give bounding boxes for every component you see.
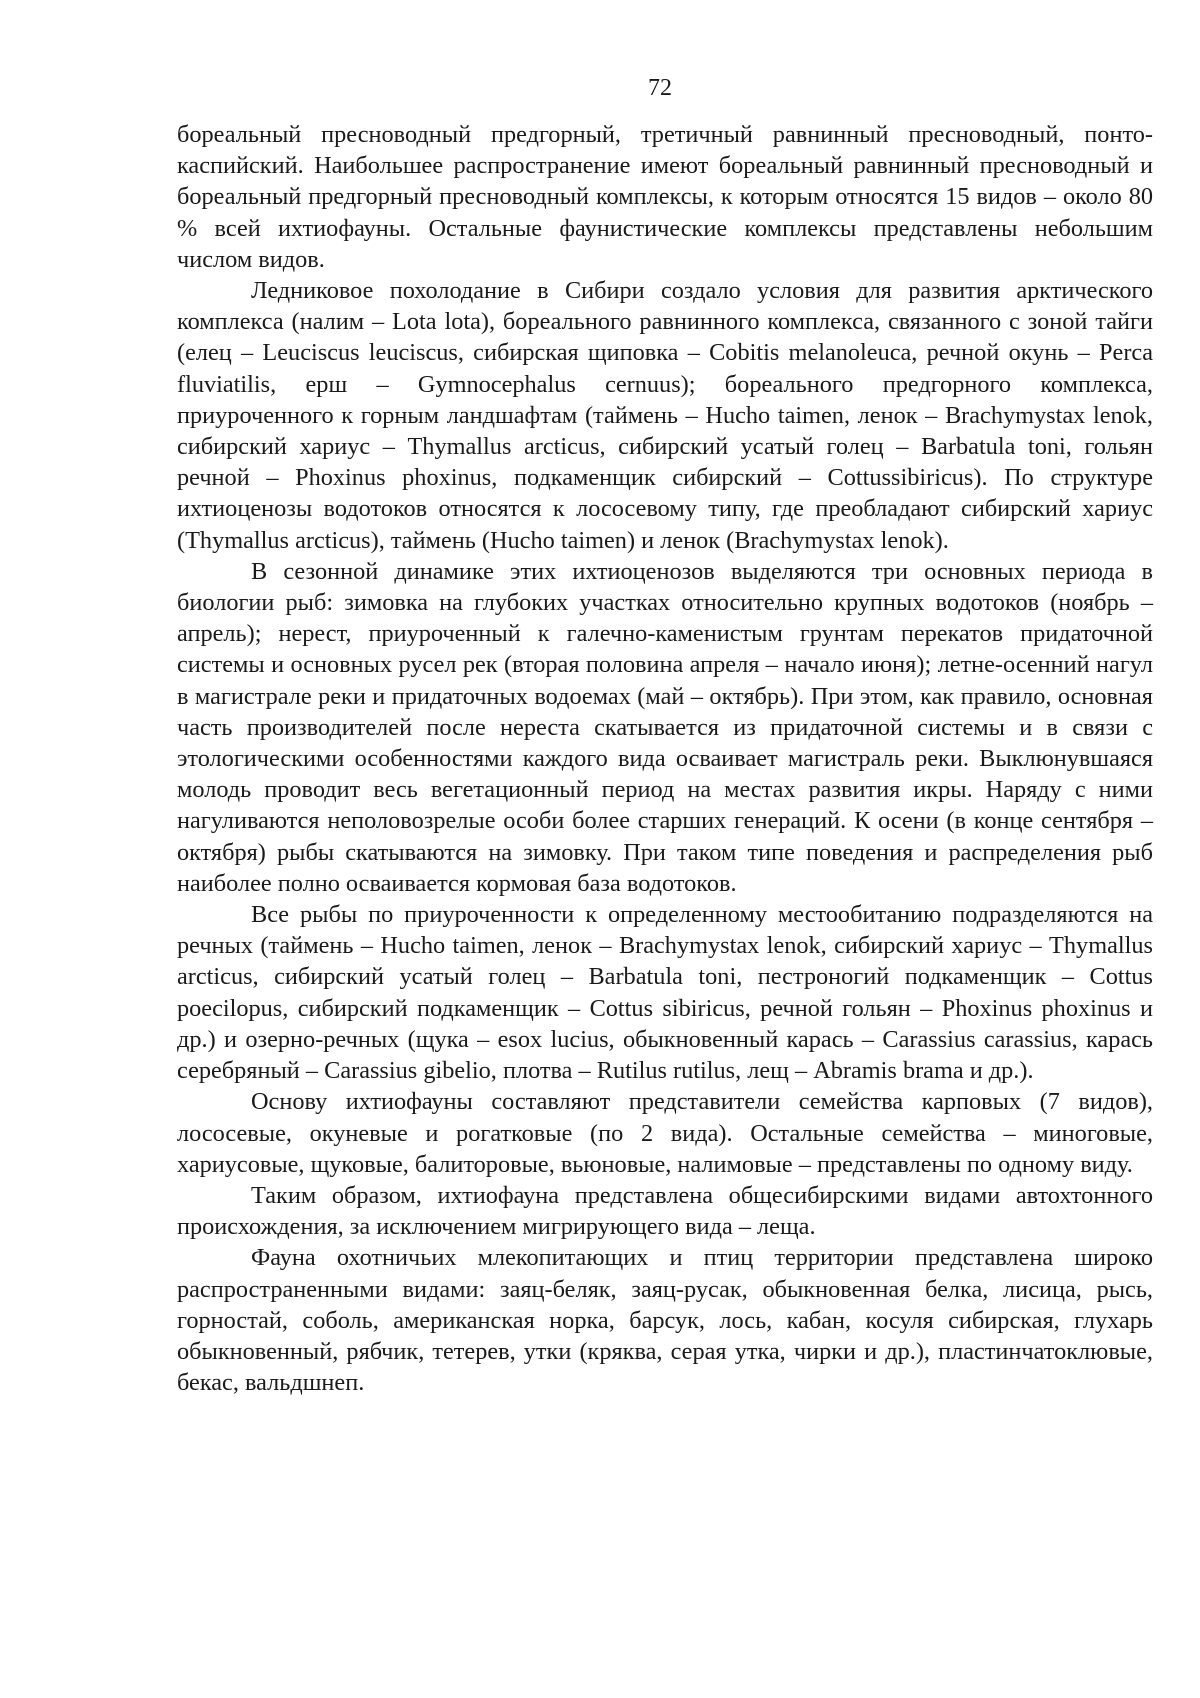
paragraph-6: Таким образом, ихтиофауна представлена общесибирскими видами автохтонного происхождения, за исключением мигрирующего вида – леща. xyxy=(177,1181,1153,1241)
page-number: 72 xyxy=(648,75,672,101)
document-body xyxy=(177,119,1153,1398)
paragraph-4: Все рыбы по приуроченности к определенному местообитанию подразделяются на речных (таймень – Hucho taimen, ленок – Brachymystax lenok, сибирский хариус – Thymallus arcticus, сибирский усатый голец – Barbatula toni, пестроногий подкаменщик – Cottus poecilopus, сибирский подкаменщик – Cottus sibiricus, речной гольян – Phoxinus phoxinus и др.) и озерно-речных (щука – esox lucius, обыкновенный карась – Carassius carassius, карась серебряный – Carassius gibelio, плотва – Rutilus rutilus, лещ – Abramis brama и др.). xyxy=(177,901,1153,1085)
paragraph-7: Фауна охотничьих млекопитающих и птиц территории представлена широко распространенными видами: заяц-беляк, заяц-русак, обыкновенная белка, лисица, рысь, горностай, соболь, американская норка, барсук, лось, кабан, косуля сибирская, глухарь обыкновенный, рябчик, тетерев, утки (кряква, серая утка, чирки и др.), пластинчатоклювые, бекас, вальдшнеп. xyxy=(177,1244,1153,1397)
paragraph-3: В сезонной динамике этих ихтиоценозов выделяются три основных периода в биологии рыб: зимовка на глубоких участках относительно крупных водотоков (ноябрь – апрель); нерест, приуроченный к галечно-каменистым грунтам перекатов придаточной системы и основных русел рек (вторая половина апреля – начало июня); летне-осенний нагул в магистрале реки и придаточных водоемах (май – октябрь). При этом, как правило, основная часть производителей после нереста скатывается из придаточной системы и в связи с этологическими особенностями каждого вида осваивает магистраль реки. Выклюнувшаяся молодь проводит весь вегетационный период на местах развития икры. Наряду с ними нагуливаются неполовозрелые особи более старших генераций. К осени (в конце сентября – октября) рыбы скатываются на зимовку. При таком типе поведения и распределения рыб наиболее полно осваивается кормовая база водотоков. xyxy=(177,557,1153,897)
paragraph-5: Основу ихтиофауны составляют представители семейства карповых (7 видов), лососевые, окуневые и рогатковые (по 2 вида). Остальные семейства – миноговые, хариусовые, щуковые, балиторовые, вьюновые, налимовые – представлены по одному виду. xyxy=(177,1088,1153,1178)
paragraph-2: Ледниковое похолодание в Сибири создало условия для развития арктического комплекса (налим – Lota lota), бореального равнинного комплекса, связанного с зоной тайги (елец – Leuciscus leuciscus, сибирская щиповка – Cobitis melanoleuca, речной окунь – Perca fluviatilis, ерш – Gymnocephalus cernuus); бореального предгорного комплекса, приуроченного к горным ландшафтам (таймень – Hucho taimen, ленок – Brachymystax lenok, сибирский хариус – Thymallus arcticus, сибирский усатый голец – Barbatula toni, гольян речной – Phoxinus phoxinus, подкаменщик сибирский – Cottussibiricus). По структуре ихтиоценозы водотоков относятся к лососевому типу, где преобладают сибирский хариус (Thymallus arcticus), таймень (Hucho taimen) и ленок (Brachymystax lenok). xyxy=(177,277,1153,554)
paragraph-1: бореальный пресноводный предгорный, третичный равнинный пресноводный, понто-каспийский. Наибольшее распространение имеют бореальный равнинный пресноводный и бореальный предгорный пресноводный комплексы, к которым относятся 15 видов – около 80 % всей ихтиофауны. Остальные фаунистические комплексы представлены небольшим числом видов. xyxy=(177,121,1153,273)
